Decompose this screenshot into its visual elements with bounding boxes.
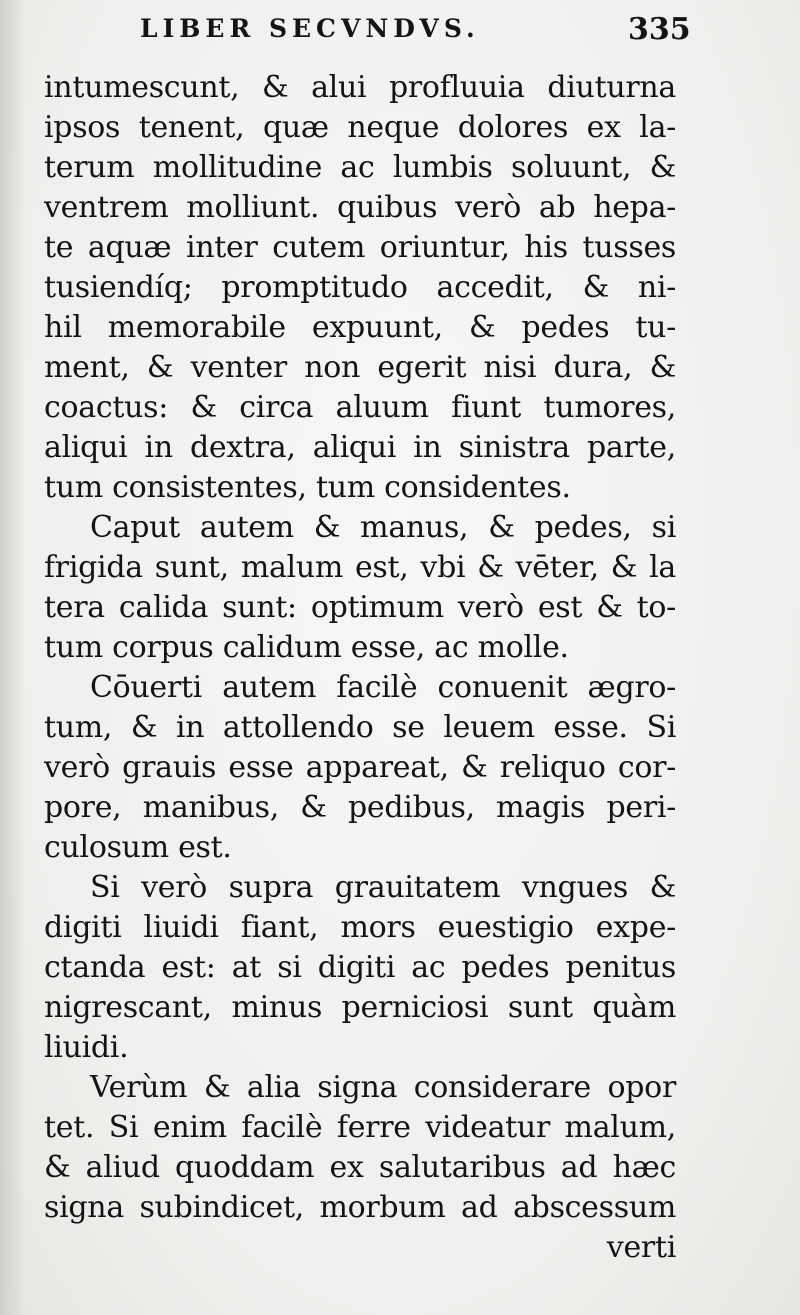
text-line: ipsos tenent, quæ neque dolores ex la- bbox=[44, 110, 676, 145]
paragraph bbox=[44, 508, 676, 668]
text-line: Si verò supra grauitatem vngues & bbox=[90, 870, 676, 905]
text-line: Caput autem & manus, & pedes, si bbox=[90, 510, 676, 545]
running-head: LIBER SECVNDVS. bbox=[140, 14, 480, 43]
text-line: digiti liuidi fiant, mors euestigio expe- bbox=[44, 910, 676, 945]
text-line: tum corpus calidum esse, ac molle. bbox=[44, 630, 569, 665]
text-line: hil memorabile expuunt, & pedes tu- bbox=[44, 310, 676, 345]
text-line: ctanda est: at si digiti ac pedes penitus bbox=[44, 950, 676, 985]
text-line: verò grauis esse appareat, & reliquo cor- bbox=[44, 750, 676, 785]
paragraph bbox=[44, 668, 676, 868]
text-line: tusiendíq; promptitudo accedit, & ni- bbox=[44, 270, 676, 305]
text-block bbox=[44, 68, 676, 1268]
text-line: culosum est. bbox=[44, 830, 232, 865]
text-line: Cōuerti autem facilè conuenit ægro- bbox=[90, 670, 676, 705]
text-line: tum consistentes, tum considentes. bbox=[44, 470, 571, 505]
text-line: nigrescant, minus perniciosi sunt quàm bbox=[44, 990, 676, 1025]
text-line: terum mollitudine ac lumbis soluunt, & bbox=[44, 150, 676, 185]
text-line: ment, & venter non egerit nisi dura, & bbox=[44, 350, 676, 385]
paragraph bbox=[44, 868, 676, 1068]
text-line: aliqui in dextra, aliqui in sinistra parte, bbox=[44, 430, 676, 465]
text-line: & aliud quoddam ex salutaribus ad hæc bbox=[44, 1150, 676, 1185]
text-line: coactus: & circa aluum fiunt tumores, bbox=[44, 390, 676, 425]
text-line: tera calida sunt: optimum verò est & to- bbox=[44, 590, 676, 625]
page-number: 335 bbox=[628, 12, 691, 47]
text-line: signa subindicet, morbum ad abscessum bbox=[44, 1190, 676, 1225]
text-line: tum, & in attollendo se leuem esse. Si bbox=[44, 710, 676, 745]
text-line: liuidi. bbox=[44, 1030, 129, 1065]
text-line: intumescunt, & alui profluuia diuturna bbox=[44, 70, 676, 105]
text-line: frigida sunt, malum est, vbi & vēter, & la bbox=[44, 550, 676, 585]
text-line: Verùm & alia signa considerare opor bbox=[90, 1070, 676, 1105]
text-line: ventrem molliunt. quibus verò ab hepa- bbox=[44, 190, 676, 225]
paragraph bbox=[44, 68, 676, 508]
text-line: pore, manibus, & pedibus, magis peri- bbox=[44, 790, 676, 825]
catchword: verti bbox=[606, 1230, 676, 1265]
paragraph bbox=[44, 1068, 676, 1228]
text-line: tet. Si enim facilè ferre videatur malum, bbox=[44, 1110, 676, 1145]
text-line: te aquæ inter cutem oriuntur, his tusses bbox=[44, 230, 676, 265]
binding-shadow bbox=[0, 0, 26, 1315]
